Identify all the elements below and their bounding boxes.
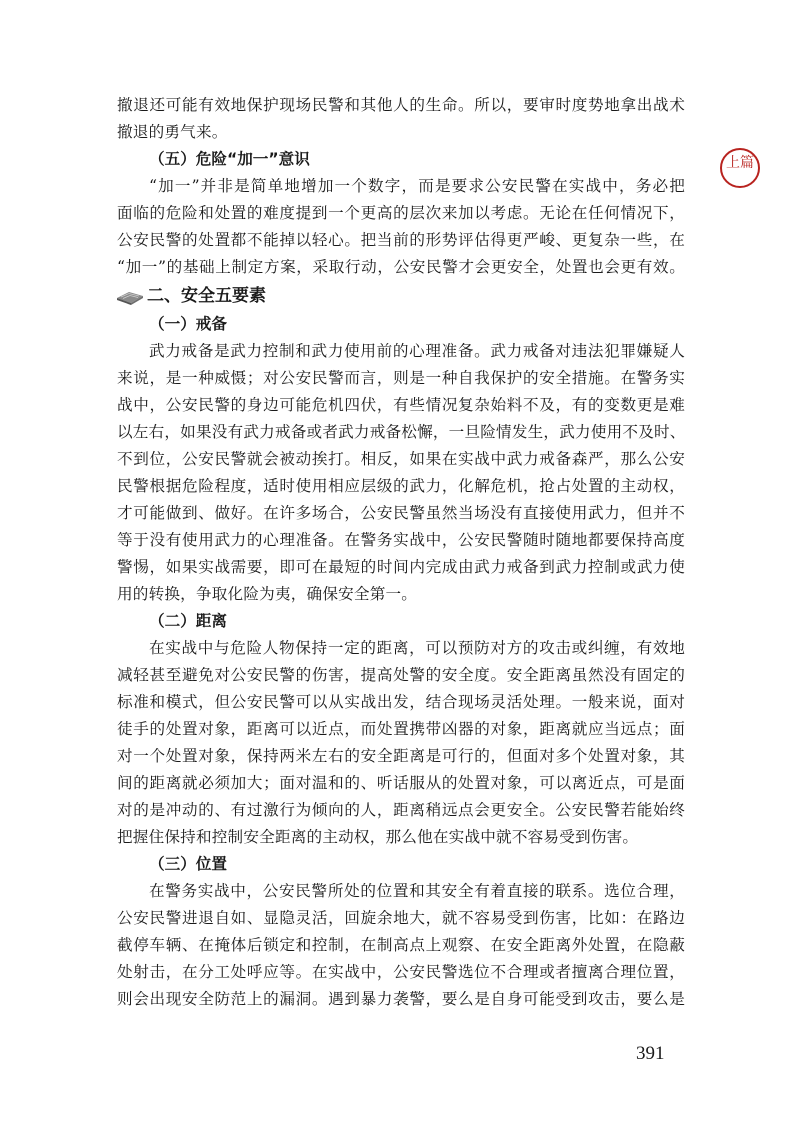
paragraph-line: 撤退还可能有效地保护现场民警和其他人的生命。所以，要审时度势地拿出战术 <box>117 96 685 114</box>
paragraph-line: 在实战中与危险人物保持一定的距离，可以预防对方的攻击或纠缠，有效地 <box>149 639 685 657</box>
paragraph-line: 民警根据危险程度，适时使用相应层级的武力，化解危机，抢占处置的主动权， <box>117 477 685 495</box>
paragraph-line: “加一”的基础上制定方案，采取行动，公安民警才会更安全，处置也会更有效。 <box>117 258 685 276</box>
page-number: 391 <box>636 1043 665 1064</box>
book-icon <box>115 286 145 306</box>
paragraph-line: 对的是冲动的、有过激行为倾向的人，距离稍远点会更安全。公安民警若能始终 <box>117 801 685 819</box>
paragraph-line: 等于没有使用武力的心理准备。在警务实战中，公安民警随时随地都要保持高度 <box>117 531 685 549</box>
paragraph-line: 用的转换，争取化险为夷，确保安全第一。 <box>117 585 418 603</box>
paragraph-line: 才可能做到、做好。在许多场合，公安民警虽然当场没有直接使用武力，但并不 <box>117 504 685 522</box>
paragraph-line: 间的距离就必须加大；面对温和的、听话服从的处置对象，可以离近点，可是面 <box>117 774 685 792</box>
paragraph-line: 面临的危险和处置的难度提到一个更高的层次来加以考虑。无论在任何情况下， <box>117 204 685 222</box>
section-heading-text: 二、安全五要素 <box>147 286 266 306</box>
subsection-heading-vigilance: （一）戒备 <box>149 315 227 333</box>
paragraph-line: 对一个处置对象，保持两米左右的安全距离是可行的，但面对多个处置对象，其 <box>117 747 685 765</box>
paragraph-line: “加一”并非是简单地增加一个数字，而是要求公安民警在实战中，务必把 <box>149 177 685 195</box>
paragraph-line: 公安民警进退自如、显隐灵活，回旋余地大，就不容易受到伤害，比如：在路边 <box>117 909 685 927</box>
paragraph-line: 公安民警的处置都不能掉以轻心。把当前的形势评估得更严峻、更复杂一些，在 <box>117 231 685 249</box>
paragraph-line: 处射击，在分工处呼应等。在实战中，公安民警选位不合理或者擅离合理位置， <box>117 963 685 981</box>
paragraph-line: 来说，是一种威慑；对公安民警而言，则是一种自我保护的安全措施。在警务实 <box>117 369 685 387</box>
paragraph-line: 在警务实战中，公安民警所处的位置和其安全有着直接的联系。选位合理， <box>149 882 685 900</box>
paragraph-line: 战中，公安民警的身边可能危机四伏，有些情况复杂始料不及，有的变数更是难 <box>117 396 685 414</box>
paragraph-line: 徒手的处置对象，距离可以近点，而处置携带凶器的对象，距离就应当远点；面 <box>117 720 685 738</box>
subsection-heading-danger-plus-one: （五）危险“加一”意识 <box>149 150 310 168</box>
subsection-heading-distance: （二）距离 <box>149 612 227 630</box>
page-body <box>117 92 685 1013</box>
paragraph-line: 不到位，公安民警就会被动挨打。相反，如果在实战中武力戒备森严，那么公安 <box>117 450 685 468</box>
paragraph-line: 把握住保持和控制安全距离的主动权，那么他在实战中就不容易受到伤害。 <box>117 828 639 846</box>
section-heading-five-safety-elements <box>115 281 685 311</box>
paragraph-line: 警惕，如果实战需要，即可在最短的时间内完成由武力戒备到武力控制或武力使 <box>117 558 685 576</box>
paragraph-line: 则会出现安全防范上的漏洞。遇到暴力袭警，要么是自身可能受到攻击，要么是 <box>117 990 685 1008</box>
paragraph-line: 标准和模式，但公安民警可以从实战出发，结合现场灵活处理。一般来说，面对 <box>117 693 685 711</box>
paragraph-line: 减轻甚至避免对公安民警的伤害，提高处警的安全度。安全距离虽然没有固定的 <box>117 666 685 684</box>
paragraph-line: 武力戒备是武力控制和武力使用前的心理准备。武力戒备对违法犯罪嫌疑人 <box>149 342 685 360</box>
seal-char-1: 上篇 <box>726 155 754 171</box>
paragraph-line: 以左右，如果没有武力戒备或者武力戒备松懈，一旦险情发生，武力使用不及时、 <box>117 423 686 441</box>
paragraph-line: 截停车辆、在掩体后锁定和控制，在制高点上观察、在安全距离外处置，在隐蔽 <box>117 936 685 954</box>
section-seal-stamp <box>718 146 762 190</box>
paragraph-line: 撤退的勇气来。 <box>117 123 228 141</box>
subsection-heading-position: （三）位置 <box>149 855 227 873</box>
